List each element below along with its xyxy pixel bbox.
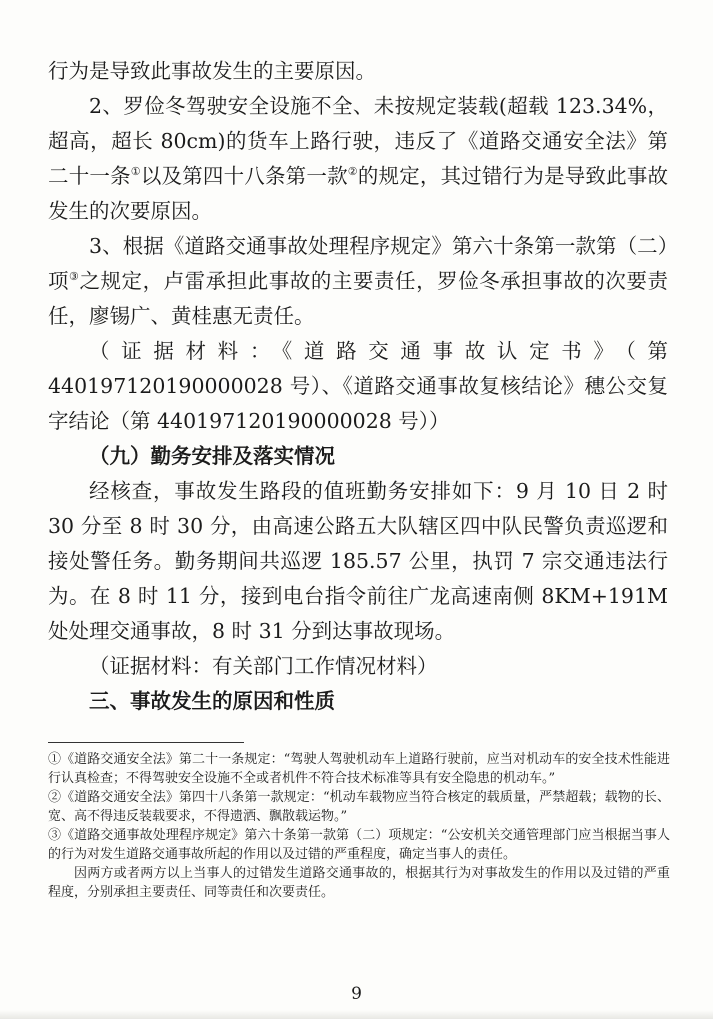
footnote-2: ②《道路交通安全法》第四十八条第一款规定：“机动车载物应当符合核定的载质量，严禁超载；载物的长、宽、高不得违反装载要求，不得遗洒、飘散载运物。” bbox=[48, 790, 670, 824]
section-heading-3: 三、事故发生的原因和性质 bbox=[89, 689, 335, 713]
paragraph-2-part-c: 的规定，其过错行为是导致此事故发生的次要原因。 bbox=[48, 164, 669, 223]
paragraph-2 bbox=[48, 89, 668, 229]
evidence-note-2: （证据材料：有关部门工作情况材料） bbox=[89, 654, 438, 678]
footnotes bbox=[48, 750, 670, 902]
scan-edge bbox=[0, 1010, 713, 1019]
paragraph-3-part-b: 之规定，卢雷承担此事故的主要责任，罗俭冬承担事故的次要责任，廖锡广、黄桂惠无责任。 bbox=[48, 269, 668, 328]
footnote-1: ①《道路交通安全法》第二十一条规定：“驾驶人驾驶机动车上道路行驶前，应当对机动车的安全技术性能进行认真检查；不得驾驶安全设施不全或者机件不符合技术标准等具有安全隐患的机动车。” bbox=[48, 752, 670, 786]
paragraph-1: 行为是导致此事故发生的主要原因。 bbox=[48, 59, 376, 83]
footnote-ref-1: ① bbox=[130, 165, 141, 178]
evidence-note-1: （证据材料：《道路交通事故认定书》（第 440197120190000028 号）、《道路交通事故复核结论》穗公交复字结论（第 440197120190000028 号）） bbox=[48, 339, 668, 433]
footnote-divider bbox=[48, 742, 244, 743]
paragraph-3-part-a: 3、根据《道路交通事故处理程序规定》第六十条第一款第（二）项 bbox=[48, 234, 668, 293]
paragraph-2-part-a: 2、罗俭冬驾驶安全设施不全、未按规定装载(超载 123.34%，超高，超长 80cm)的货车上路行驶，违反了《道路交通安全法》第二十一条 bbox=[48, 94, 668, 188]
main-text bbox=[48, 54, 668, 719]
footnote-ref-2: ② bbox=[347, 165, 358, 178]
footnote-ref-3: ③ bbox=[69, 270, 80, 283]
paragraph-3 bbox=[48, 229, 668, 334]
page-number: 9 bbox=[351, 984, 362, 1004]
footnote-3: ③《道路交通事故处理程序规定》第六十条第一款第（二）项规定：“公安机关交通管理部门应当根据当事人的行为对发生道路交通事故所起的作用以及过错的严重程度，确定当事人的责任。 bbox=[48, 828, 670, 862]
paragraph-2-part-b: 以及第四十八条第一款 bbox=[140, 164, 348, 188]
footnote-3-continued: 因两方或者两方以上当事人的过错发生道路交通事故的，根据其行为对事故发生的作用以及过错的严重程度，分别承担主要责任、同等责任和次要责任。 bbox=[48, 866, 670, 900]
subheading-9: （九）勤务安排及落实情况 bbox=[89, 444, 335, 468]
paragraph-4: 经核查，事故发生路段的值班勤务安排如下：9 月 10 日 2 时 30 分至 8 时 30 分，由高速公路五大队辖区四中队民警负责巡逻和接处警任务。勤务期间共巡逻 185.57 公里，执罚 7 宗交通违法行为。在 8 时 11 分，接到电台指令前往广龙高速南侧 8KM+191M 处处理交通事故，8 时 31 分到达事故现场。 bbox=[48, 479, 668, 643]
